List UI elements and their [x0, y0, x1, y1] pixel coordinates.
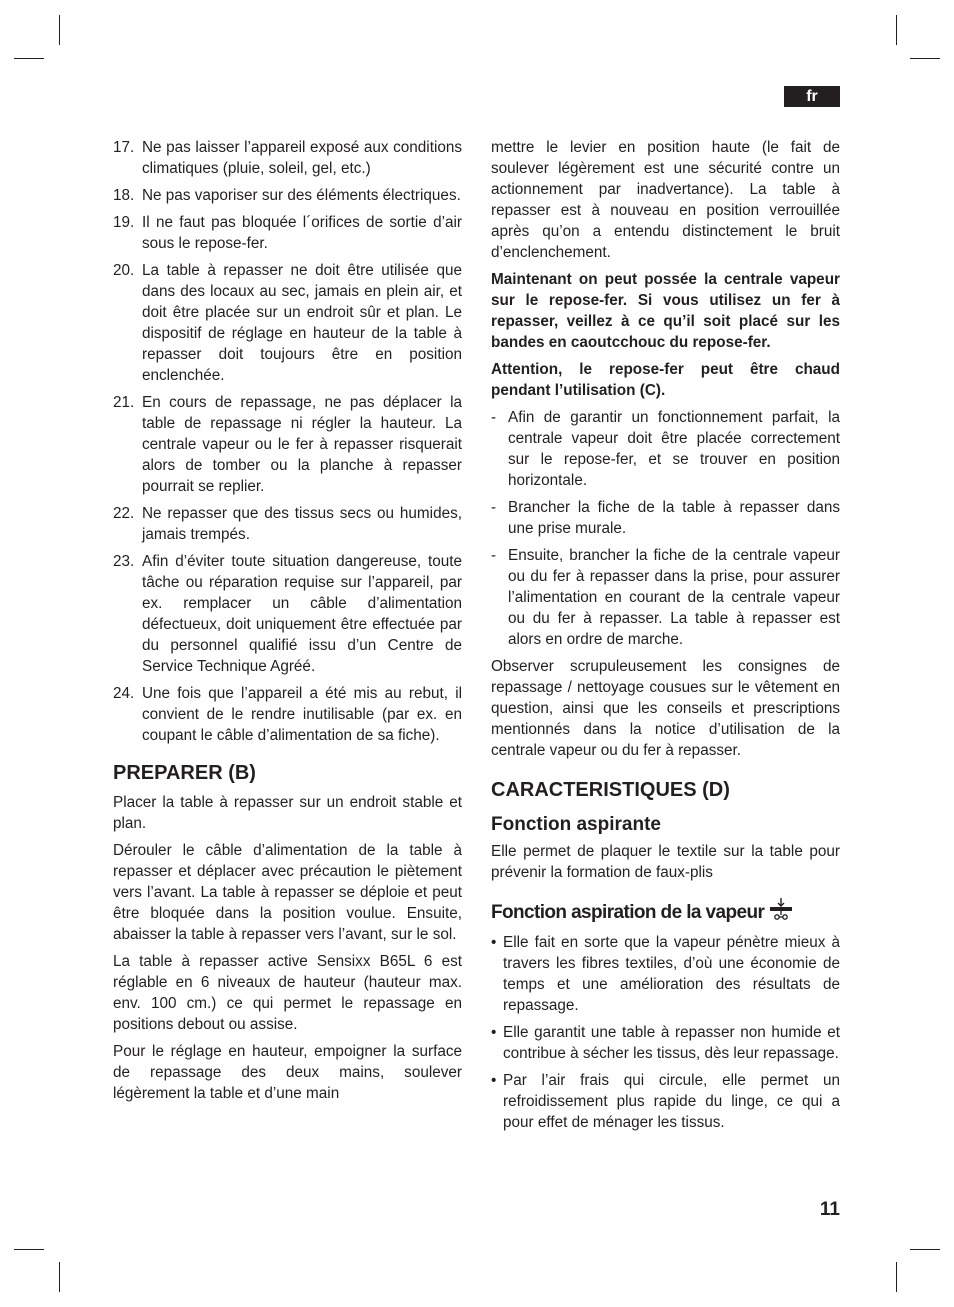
- item-text: Afin d’éviter toute situation dangereuse, toute tâche ou réparation requise sur l’appareil, par ex. remplacer un câble d’alimentation défectueux, doit uniquement être effectuée par du personnel qualifié issu d’un Centre de Service Technique Agréé.: [142, 553, 462, 675]
- steam-suction-icon: [768, 897, 794, 928]
- dash-marker: -: [491, 409, 497, 426]
- fonction-vapeur-heading: Fonction aspiration de la vapeur: [491, 902, 765, 923]
- caracteristiques-heading: CARACTERISTIQUES (D): [491, 779, 730, 801]
- bullet-marker: •: [491, 1024, 497, 1041]
- list-item: [491, 545, 840, 650]
- steam-station-note: Maintenant on peut possée la centrale vapeur sur le repose-fer. Si vous utilisez un fer à repasser, veillez à ce qu’il soit placé sur les bandes en caoutcchouc du repose-fer.: [491, 271, 840, 351]
- crop-mark: [910, 1249, 940, 1250]
- steam-suction-benefits-list: [491, 932, 840, 1133]
- item-number: 18.: [113, 187, 135, 204]
- list-item: [491, 497, 840, 539]
- crop-mark: [59, 1262, 60, 1292]
- crop-mark: [59, 15, 60, 45]
- list-item: [113, 683, 462, 746]
- item-text: Brancher la fiche de la table à repasser dans une prise murale.: [508, 499, 840, 537]
- preparer-paragraph: Dérouler le câble d’alimentation de la table à repasser et déplacer avec précaution le piètement vers l’avant. La table à repasser se déploie et peut être bloquée dans la position voulue. Ensuite, abaisser la table à repasser vers l’avant, sur le sol.: [113, 842, 462, 943]
- preparer-paragraph: Placer la table à repasser sur un endroit stable et plan.: [113, 794, 462, 832]
- crop-mark: [910, 58, 940, 59]
- bullet-marker: •: [491, 934, 497, 951]
- item-number: 24.: [113, 685, 135, 702]
- crop-mark: [896, 15, 897, 45]
- list-item: [113, 392, 462, 497]
- list-item: [113, 503, 462, 545]
- list-item: [113, 260, 462, 386]
- item-text: En cours de repassage, ne pas déplacer la table de repassage ni régler la hauteur. La centrale vapeur ou le fer à repasser risquerait alors de tomber ou la planche à repasser pourrait se replier.: [142, 394, 462, 495]
- item-text: Elle garantit une table à repasser non humide et contribue à sécher les tissus, dès leur repassage.: [503, 1024, 840, 1062]
- fonction-aspirante-heading: Fonction aspirante: [491, 814, 661, 835]
- list-item: [491, 1070, 840, 1133]
- list-item: [491, 932, 840, 1016]
- crop-mark: [14, 58, 44, 59]
- list-item: [113, 551, 462, 677]
- list-item: [491, 1022, 840, 1064]
- preparer-paragraph: La table à repasser active Sensixx B65L 6 est réglable en 6 niveaux de hauteur (hauteur max. env. 100 cm.) ce qui permet le repassage en positions debout ou assise.: [113, 953, 462, 1033]
- right-column: [491, 137, 840, 1139]
- item-text: Ne pas vaporiser sur des éléments électriques.: [142, 187, 461, 204]
- fonction-vapeur-heading-row: [491, 897, 840, 928]
- item-text: Une fois que l’appareil a été mis au rebut, il convient de le rendre inutilisable (par ex. en coupant le câble d’alimentation de sa fiche).: [142, 685, 462, 744]
- item-number: 17.: [113, 139, 135, 156]
- item-text: Ensuite, brancher la fiche de la centrale vapeur ou du fer à repasser dans la prise, pour assurer l’alimentation en courant de la centrale vapeur ou du fer à repasser. La table à repasser est alors en ordre de marche.: [508, 547, 840, 648]
- item-number: 22.: [113, 505, 135, 522]
- safety-instructions-list: [113, 137, 462, 746]
- item-text: Afin de garantir un fonctionnement parfait, la centrale vapeur doit être placée correctement sur le repose-fer, et se trouver en position horizontale.: [508, 409, 840, 489]
- item-number: 21.: [113, 394, 135, 411]
- dash-marker: -: [491, 499, 497, 516]
- item-number: 23.: [113, 553, 135, 570]
- fonction-aspirante-text: Elle permet de plaquer le textile sur la table pour prévenir la formation de faux-plis: [491, 843, 840, 881]
- hot-rest-warning: Attention, le repose-fer peut être chaud pendant l’utilisation (C).: [491, 361, 840, 399]
- language-tab: fr: [784, 86, 840, 107]
- list-item: [491, 407, 840, 491]
- setup-steps-list: [491, 407, 840, 650]
- item-text: Ne pas laisser l’appareil exposé aux conditions climatiques (pluie, soleil, gel, etc.): [142, 139, 462, 177]
- crop-mark: [14, 1249, 44, 1250]
- item-number: 19.: [113, 214, 135, 231]
- crop-mark: [896, 1262, 897, 1292]
- list-item: [113, 185, 462, 206]
- item-number: 20.: [113, 262, 135, 279]
- care-instructions-paragraph: Observer scrupuleusement les consignes de repassage / nettoyage cousues sur le vêtement en question, ainsi que les conseils et prescriptions mentionnés dans la notice d’utilisation de la centrale vapeur ou du fer à repasser.: [491, 658, 840, 759]
- page-number: 11: [819, 1199, 840, 1220]
- item-text: La table à repasser ne doit être utilisée que dans des locaux au sec, jamais en plein air, et doit être placée sur un endroit sûr et plan. Le dispositif de réglage en hauteur de la table à repasser doit toujours être en position enclenchée.: [142, 262, 462, 384]
- lever-paragraph: mettre le levier en position haute (le fait de soulever légèrement est une sécurité contre un actionnement par inadvertance). La table à repasser est à nouveau en position verrouillée après qu’on a entendu distinctement le bruit d’enclenchement.: [491, 139, 840, 261]
- dash-marker: -: [491, 547, 497, 564]
- left-column: [113, 137, 462, 1110]
- bullet-marker: •: [491, 1072, 497, 1089]
- preparer-heading: PREPARER (B): [113, 762, 256, 784]
- list-item: [113, 212, 462, 254]
- list-item: [113, 137, 462, 179]
- item-text: Elle fait en sorte que la vapeur pénètre mieux à travers les fibres textiles, d’où une économie de temps et une amélioration des résultats de repassage.: [503, 934, 840, 1014]
- item-text: Par l’air frais qui circule, elle permet un refroidissement plus rapide du linge, ce qui a pour effet de ménager les tissus.: [503, 1072, 840, 1131]
- item-text: Il ne faut pas bloquée l´orifices de sortie d’air sous le repose-fer.: [142, 214, 462, 252]
- preparer-paragraph: Pour le réglage en hauteur, empoigner la surface de repassage des deux mains, soulever légèrement la table et d’une main: [113, 1043, 462, 1102]
- item-text: Ne repasser que des tissus secs ou humides, jamais trempés.: [142, 505, 462, 543]
